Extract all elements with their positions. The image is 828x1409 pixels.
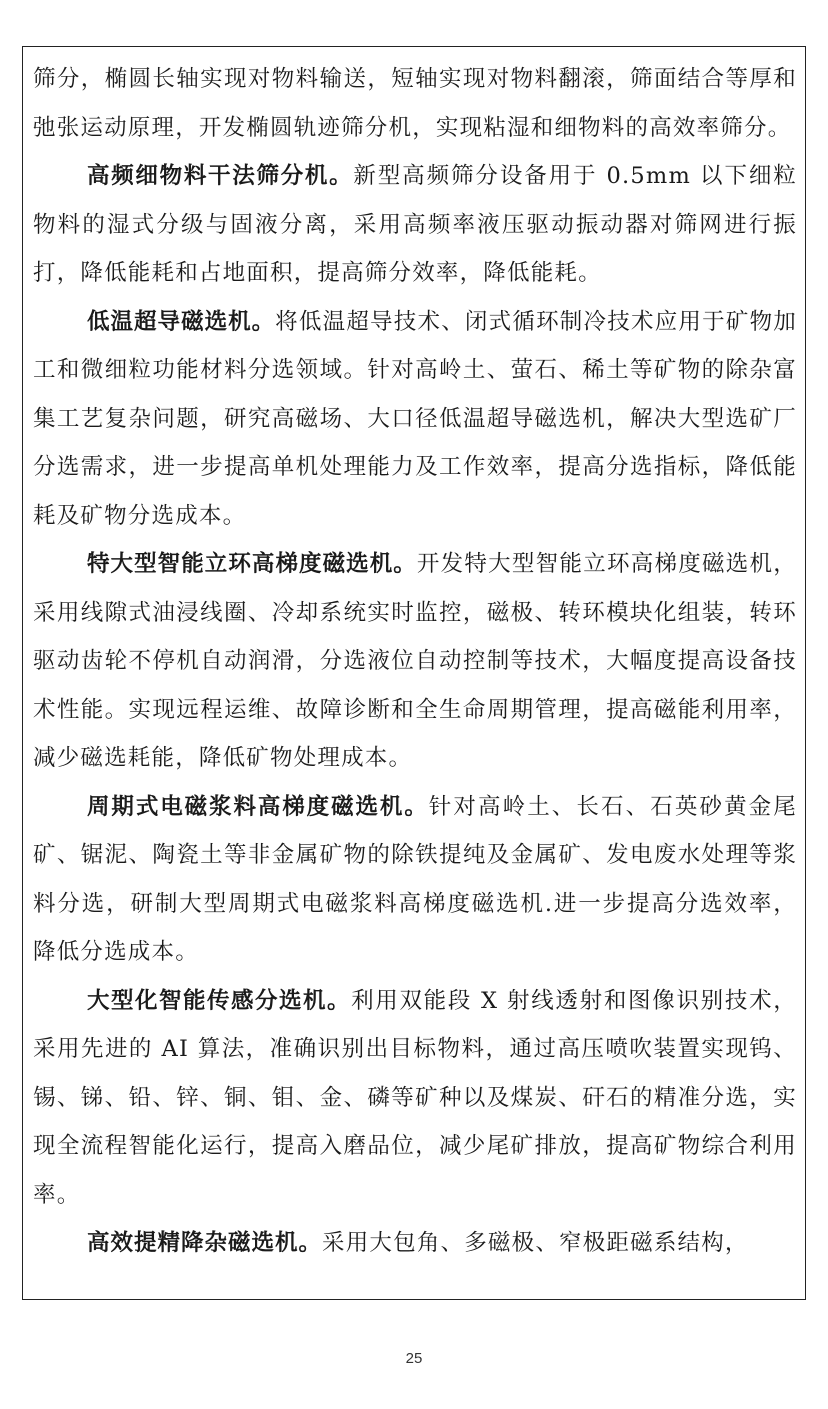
paragraph-heading: 低温超导磁选机。 [87,308,276,335]
paragraph-text: 利用双能段 X 射线透射和图像识别技术，采用先进的 AI 算法，准确识别出目标物料，通过高压喷吹装置实现钨、锡、锑、铅、锌、铜、钼、金、磷等矿种以及煤炭、矸石的精准分选，实现全流程智能化运行，提高入磨品位，减少尾矿排放，提高矿物综合利用率。 [33,987,797,1208]
paragraph-heading: 周期式电磁浆料高梯度磁选机。 [87,793,429,820]
paragraph-high-frequency-screen [33,152,797,298]
paragraph-text: 筛分，椭圆长轴实现对物料输送，短轴实现对物料翻滚，筛面结合等厚和弛张运动原理，开发椭圆轨迹筛分机，实现粘湿和细物料的高效率筛分。 [33,66,797,141]
paragraph-purification-separator [33,1219,797,1268]
page-number: 25 [405,1350,423,1367]
paragraph-text: 采用大包角、多磁极、窄极距磁系结构， [322,1230,749,1256]
paragraph-continued [33,55,797,152]
paragraph-sensor-sorter [33,977,797,1220]
paragraph-slurry-separator [33,783,797,977]
paragraph-heading: 高频细物料干法筛分机。 [87,163,354,189]
paragraph-text: 针对高岭土、长石、石英砂黄金尾矿、锯泥、陶瓷土等非金属矿物的除铁提纯及金属矿、发电废水处理等浆料分选，研制大型周期式电磁浆料高梯度磁选机.进一步提高分选效率，降低分选成本。 [33,793,797,965]
content-frame [22,46,806,1300]
paragraph-text: 将低温超导技术、闭式循环制冷技术应用于矿物加工和微细粒功能材料分选领域。针对高岭土、萤石、稀土等矿物的除杂富集工艺复杂问题，研究高磁场、大口径低温超导磁选机，解决大型选矿厂分选需求，进一步提高单机处理能力及工作效率，提高分选指标，降低能耗及矿物分选成本。 [33,308,797,529]
document-body [33,55,797,1268]
paragraph-text: 开发特大型智能立环高梯度磁选机，采用线隙式油浸线圈、冷却系统实时监控，磁极、转环模块化组装，转环驱动齿轮不停机自动润滑，分选液位自动控制等技术，大幅度提高设备技术性能。实现远程运维、故障诊断和全生命周期管理，提高磁能利用率，减少磁选耗能，降低矿物处理成本。 [33,551,797,771]
paragraph-heading: 大型化智能传感分选机。 [87,987,352,1014]
paragraph-text: 新型高频筛分设备用于 0.5mm 以下细粒物料的湿式分级与固液分离，采用高频率液压驱动振动器对筛网进行振打，降低能耗和占地面积，提高筛分效率，降低能耗。 [33,163,797,286]
paragraph-superconducting-separator [33,298,797,541]
paragraph-vertical-ring-separator [33,540,797,783]
paragraph-heading: 高效提精降杂磁选机。 [87,1230,323,1256]
paragraph-heading: 特大型智能立环高梯度磁选机。 [87,551,417,577]
